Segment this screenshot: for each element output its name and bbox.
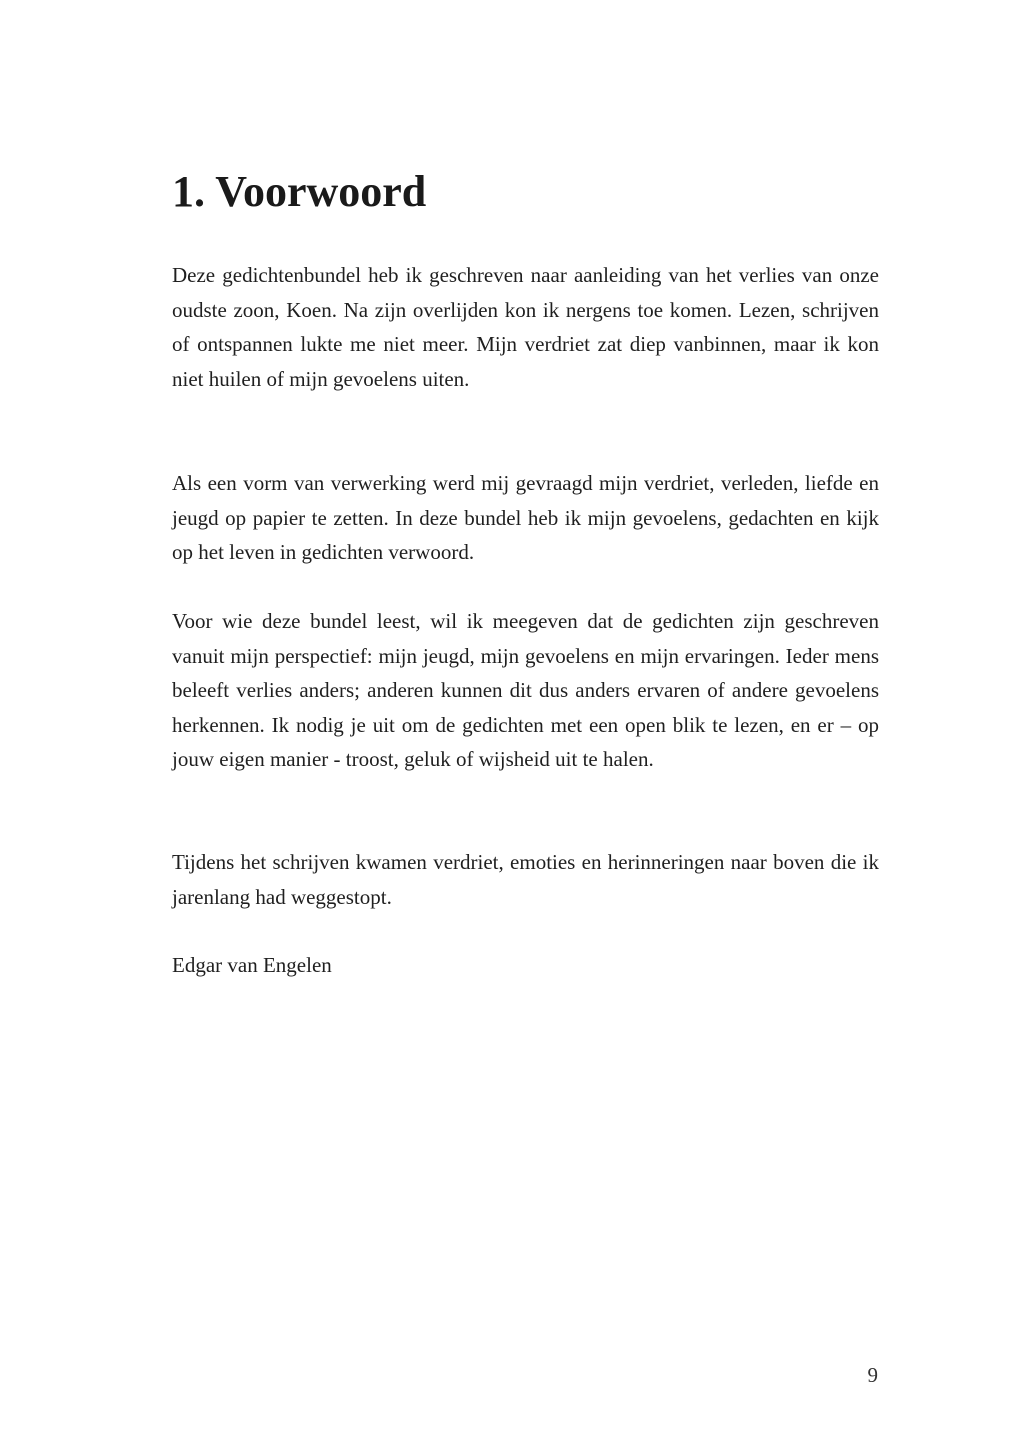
paragraph-2: Als een vorm van verwerking werd mij gevraagd mijn verdriet, verleden, liefde en jeugd op papier te zetten. In deze bundel heb ik mijn gevoelens, gedachten en kijk op het leven in gedichten verwoord. [172, 471, 879, 564]
page-number: 9 [867, 1363, 878, 1387]
paragraph-3: Voor wie deze bundel leest, wil ik meegeven dat de gedichten zijn geschreven vanuit mijn perspectief: mijn jeugd, mijn gevoelens en mijn ervaringen. Ieder mens beleeft verlies anders; anderen kunnen dit dus anders ervaren of andere gevoelens herkennen. Ik nodig je uit om de gedichten met een open blik te lezen, en er – op jouw eigen manier - troost, geluk of wijsheid uit te halen. [172, 609, 879, 771]
author-signature: Edgar van Engelen [172, 953, 332, 977]
paragraph-4: Tijdens het schrijven kwamen verdriet, emoties en herinneringen naar boven die ik jarenlang had weggestopt. [172, 850, 879, 909]
chapter-title: 1. Voorwoord [172, 167, 427, 216]
paragraph-1: Deze gedichtenbundel heb ik geschreven naar aanleiding van het verlies van onze oudste zoon, Koen. Na zijn overlijden kon ik nergens toe komen. Lezen, schrijven of ontspannen lukte me niet meer. Mijn verdriet zat diep vanbinnen, maar ik kon niet huilen of mijn gevoelens uiten. [172, 263, 879, 391]
